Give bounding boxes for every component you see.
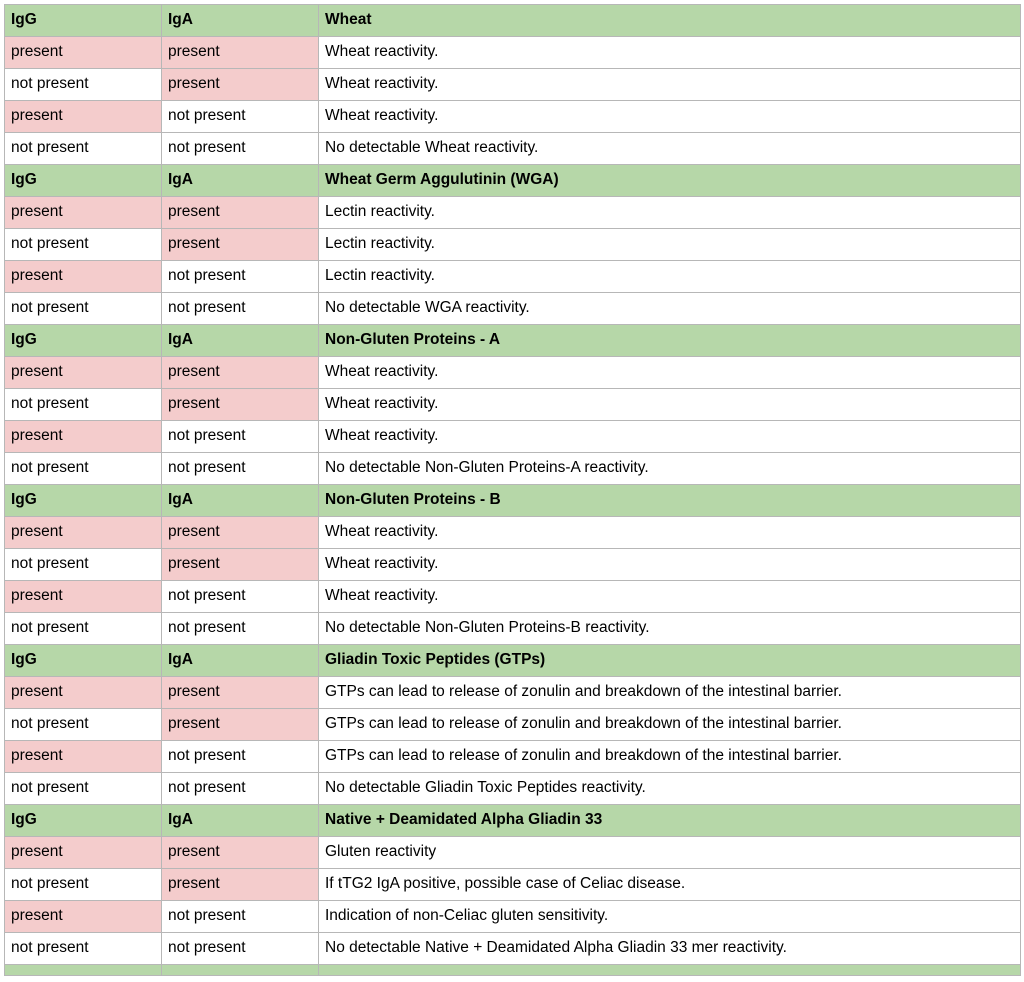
cell-iga: not present — [162, 901, 319, 933]
cell-igg: not present — [5, 613, 162, 645]
cell-iga: not present — [162, 933, 319, 965]
table-row — [5, 101, 1021, 133]
section-header-title: Gliadin Toxic Peptides (GTPs) — [319, 645, 1021, 677]
cell-description: If tTG2 IgA positive, possible case of Celiac disease. — [319, 869, 1021, 901]
cell-igg: not present — [5, 133, 162, 165]
section-header-iga: IgA — [162, 165, 319, 197]
cell-description: No detectable Native + Deamidated Alpha Gliadin 33 mer reactivity. — [319, 933, 1021, 965]
section-header-row-partial — [5, 965, 1021, 976]
cell-iga: present — [162, 197, 319, 229]
section-header-row — [5, 325, 1021, 357]
section-header-iga: IgA — [162, 645, 319, 677]
cell-igg: not present — [5, 293, 162, 325]
section-header-title: Wheat — [319, 5, 1021, 37]
cell-description: Lectin reactivity. — [319, 197, 1021, 229]
cell-igg: present — [5, 677, 162, 709]
table-row — [5, 517, 1021, 549]
table-row — [5, 613, 1021, 645]
reactivity-table — [4, 4, 1021, 976]
table-row — [5, 933, 1021, 965]
table-row — [5, 549, 1021, 581]
cell-igg: present — [5, 421, 162, 453]
cell-description: Wheat reactivity. — [319, 37, 1021, 69]
cell-igg: not present — [5, 453, 162, 485]
section-header-row — [5, 5, 1021, 37]
cell-iga: not present — [162, 741, 319, 773]
cell-description: No detectable Wheat reactivity. — [319, 133, 1021, 165]
cell-igg: not present — [5, 709, 162, 741]
section-header-title: Wheat Germ Aggulutinin (WGA) — [319, 165, 1021, 197]
cell-description: Lectin reactivity. — [319, 261, 1021, 293]
cell-iga: present — [162, 389, 319, 421]
table-row — [5, 677, 1021, 709]
cell-igg: not present — [5, 69, 162, 101]
table-row — [5, 69, 1021, 101]
cell-iga: present — [162, 517, 319, 549]
cell-iga: present — [162, 69, 319, 101]
section-header-iga: IgA — [162, 485, 319, 517]
cell-iga: not present — [162, 101, 319, 133]
cell-description: Wheat reactivity. — [319, 517, 1021, 549]
cell-iga: present — [162, 709, 319, 741]
cell-iga: present — [162, 37, 319, 69]
table-row — [5, 37, 1021, 69]
section-header-iga: IgA — [162, 5, 319, 37]
cell-iga: present — [162, 357, 319, 389]
section-header-title: Native + Deamidated Alpha Gliadin 33 — [319, 805, 1021, 837]
cell-igg: not present — [5, 229, 162, 261]
section-header-row — [5, 165, 1021, 197]
cell-igg: present — [5, 837, 162, 869]
cell-description: Wheat reactivity. — [319, 421, 1021, 453]
table-row — [5, 197, 1021, 229]
cell-description: No detectable Non-Gluten Proteins-A reactivity. — [319, 453, 1021, 485]
section-header-igg: IgG — [5, 485, 162, 517]
cell-description: Wheat reactivity. — [319, 581, 1021, 613]
table-row — [5, 581, 1021, 613]
cell-iga: not present — [162, 261, 319, 293]
cell-igg: present — [5, 741, 162, 773]
cell-iga: not present — [162, 773, 319, 805]
section-header-title: Non-Gluten Proteins - B — [319, 485, 1021, 517]
cell-description: Wheat reactivity. — [319, 389, 1021, 421]
cell-description: No detectable Gliadin Toxic Peptides reactivity. — [319, 773, 1021, 805]
table-row — [5, 901, 1021, 933]
table-row — [5, 837, 1021, 869]
cell-iga: present — [162, 869, 319, 901]
cell-iga: not present — [162, 581, 319, 613]
cell-iga: not present — [162, 613, 319, 645]
table-row — [5, 293, 1021, 325]
cell-igg: present — [5, 101, 162, 133]
partial-cell-iga — [162, 965, 319, 976]
cell-iga: not present — [162, 453, 319, 485]
cell-iga: not present — [162, 421, 319, 453]
cell-igg: not present — [5, 773, 162, 805]
table-row — [5, 389, 1021, 421]
cell-description: Lectin reactivity. — [319, 229, 1021, 261]
cell-igg: present — [5, 197, 162, 229]
cell-igg: present — [5, 581, 162, 613]
cell-description: Wheat reactivity. — [319, 101, 1021, 133]
cell-igg: present — [5, 517, 162, 549]
table-row — [5, 229, 1021, 261]
table-row — [5, 357, 1021, 389]
section-header-igg: IgG — [5, 5, 162, 37]
cell-description: No detectable WGA reactivity. — [319, 293, 1021, 325]
cell-iga: present — [162, 677, 319, 709]
table-row — [5, 261, 1021, 293]
table-row — [5, 773, 1021, 805]
partial-cell-igg — [5, 965, 162, 976]
cell-description: GTPs can lead to release of zonulin and breakdown of the intestinal barrier. — [319, 709, 1021, 741]
cell-description: No detectable Non-Gluten Proteins-B reactivity. — [319, 613, 1021, 645]
cell-iga: not present — [162, 293, 319, 325]
section-header-igg: IgG — [5, 805, 162, 837]
cell-description: GTPs can lead to release of zonulin and breakdown of the intestinal barrier. — [319, 741, 1021, 773]
table-body — [5, 5, 1021, 976]
section-header-row — [5, 805, 1021, 837]
table-row — [5, 869, 1021, 901]
cell-description: Wheat reactivity. — [319, 69, 1021, 101]
table-row — [5, 421, 1021, 453]
section-header-iga: IgA — [162, 325, 319, 357]
section-header-igg: IgG — [5, 645, 162, 677]
cell-igg: not present — [5, 389, 162, 421]
table-row — [5, 741, 1021, 773]
section-header-igg: IgG — [5, 165, 162, 197]
table-row — [5, 709, 1021, 741]
section-header-row — [5, 485, 1021, 517]
cell-description: GTPs can lead to release of zonulin and breakdown of the intestinal barrier. — [319, 677, 1021, 709]
cell-iga: present — [162, 837, 319, 869]
table-row — [5, 453, 1021, 485]
section-header-iga: IgA — [162, 805, 319, 837]
cell-igg: present — [5, 37, 162, 69]
cell-description: Wheat reactivity. — [319, 549, 1021, 581]
cell-igg: present — [5, 357, 162, 389]
cell-description: Gluten reactivity — [319, 837, 1021, 869]
cell-igg: present — [5, 261, 162, 293]
section-header-title: Non-Gluten Proteins - A — [319, 325, 1021, 357]
cell-igg: not present — [5, 933, 162, 965]
cell-igg: not present — [5, 869, 162, 901]
cell-description: Indication of non-Celiac gluten sensitivity. — [319, 901, 1021, 933]
cell-iga: not present — [162, 133, 319, 165]
cell-iga: present — [162, 549, 319, 581]
cell-description: Wheat reactivity. — [319, 357, 1021, 389]
table-row — [5, 133, 1021, 165]
section-header-row — [5, 645, 1021, 677]
partial-cell-description — [319, 965, 1021, 976]
section-header-igg: IgG — [5, 325, 162, 357]
cell-igg: not present — [5, 549, 162, 581]
cell-igg: present — [5, 901, 162, 933]
cell-iga: present — [162, 229, 319, 261]
